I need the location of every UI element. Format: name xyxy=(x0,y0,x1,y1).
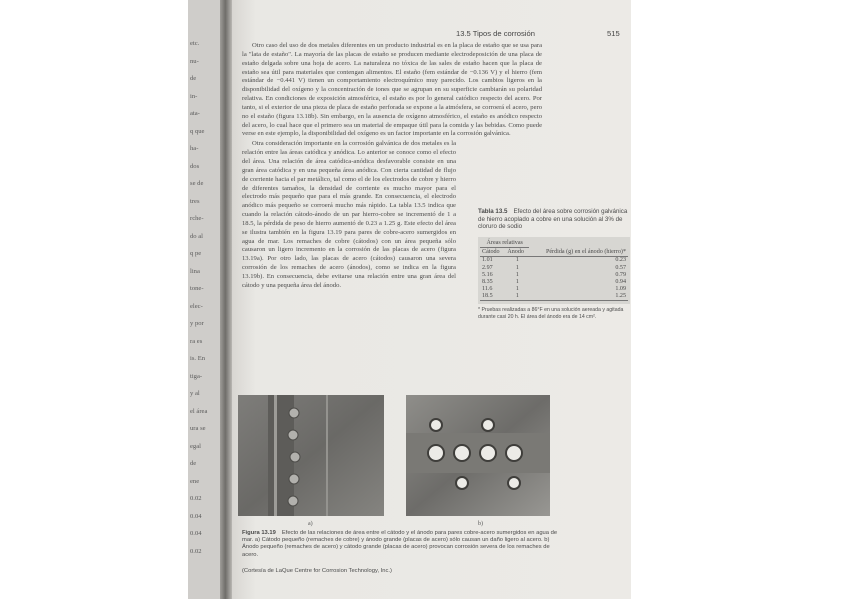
scanned-book-spread xyxy=(188,0,631,599)
left-page-text-fragment: etc. xyxy=(190,40,200,47)
table-cell: 1.01 xyxy=(482,257,493,264)
left-page-text-fragment: de xyxy=(190,460,197,467)
left-page-edge xyxy=(188,0,222,599)
left-page-text-fragment: in- xyxy=(190,92,198,100)
left-page-text-fragment: 0.04 xyxy=(190,530,202,537)
left-page-text-fragment: tone- xyxy=(190,285,204,292)
figure-caption xyxy=(242,530,562,559)
table-cell: 1 xyxy=(515,264,519,271)
left-page-text-fragment: ha- xyxy=(190,145,199,152)
left-page-text-fragment: y al xyxy=(190,390,200,397)
table-row xyxy=(480,293,628,301)
table-col-header: Cátodo xyxy=(480,247,505,256)
left-page-text-fragment: ra es xyxy=(190,337,203,345)
table-cell: 0.23 xyxy=(615,257,626,264)
table-row xyxy=(480,278,628,285)
figure-photo-b xyxy=(406,395,550,516)
table-group-header: Áreas relativas xyxy=(480,239,529,248)
left-page-text-fragment: ene xyxy=(190,477,200,485)
figure-label: Figura 13.19 xyxy=(242,530,276,536)
table-cell: 2.97 xyxy=(482,264,493,271)
table-body xyxy=(478,237,630,304)
left-page-text-fragment: rche- xyxy=(190,215,204,222)
figure-caption-text: Efecto de las relaciones de área entre el cátodo y el ánodo para pares cobre-acero sumergidos en agua de mar. a) Cátodo pequeño (remaches de cobre) y ánodo grande (placas de acero) sólo causan un daño ligero al acero. b) Ánodo pequeño (remaches de acero) y cátodo grande (placas de acero) provocan corrosión severa de los remaches de acero. xyxy=(242,530,558,558)
table-caption xyxy=(478,208,630,231)
figure-sublabel-a: a) xyxy=(308,521,313,527)
page-number: 515 xyxy=(607,29,620,38)
figure-credit: (Cortesía de LaQue Centre for Corrosion Technology, Inc.) xyxy=(242,568,392,574)
table-cell: 1 xyxy=(505,293,529,301)
table-cell: 0.57 xyxy=(615,264,626,271)
left-page-text-fragment: is. En xyxy=(190,355,206,362)
table-cell: 1 xyxy=(515,278,519,285)
table-cell: 0.94 xyxy=(615,278,626,285)
left-page-text-fragment: do al xyxy=(190,232,204,240)
left-page-text-fragment: se de xyxy=(190,180,204,187)
left-page-text-fragment: dos xyxy=(190,162,200,170)
table-cell: 0.79 xyxy=(615,271,626,278)
table-label: Tabla 13.5 xyxy=(478,208,508,215)
table-cell: 1 xyxy=(515,271,519,278)
table-footnote: * Pruebas realizadas a 86°F en una solución aereada y agitada durante casi 20 h. El área del ánodo era de 14 cm². xyxy=(478,306,624,320)
left-page-text-fragment: lina xyxy=(190,267,200,275)
left-page-text-fragment: 0.02 xyxy=(190,495,202,502)
running-header-section: 13.5 Tipos de corrosión xyxy=(456,29,535,38)
right-page xyxy=(232,0,631,599)
book-gutter xyxy=(220,0,232,599)
table-cell: 18.5 xyxy=(480,293,505,301)
table-cell: 1.25 xyxy=(529,293,628,301)
left-page-text-fragment: y por xyxy=(190,320,204,327)
table-row xyxy=(480,256,628,264)
left-page-text-fragment: tres xyxy=(190,197,200,205)
left-page-text-fragment: ata- xyxy=(190,110,200,117)
left-page-text-fragment: q pe xyxy=(190,250,202,257)
paragraph-area-effect: Otra consideración importante en la corrosión galvánica de dos metales es la relación entre las áreas catódica y anódica. Lo anterior se conoce como el efecto del área. Una relación de área catódica-anódica desfavorable consiste en una gran área catódica y en una pequeña área anódica. Con cierta cantidad de flujo de corriente hacia el par metálico, tal como el de los electrodos de cobre y hierro de diferentes tamaños, la densidad de corriente es mucho mayor para el electrodo más pequeño que para el más grande. En consecuencia, el electrodo anódico más pequeño se corroerá mucho más rápido. La tabla 13.5 indica que cuando la relación cátodo-ánodo de un par hierro-cobre se incrementó de 1 a 18.5, la pérdida de peso de hierro aumentó de 0.23 a 1.25 g. Este efecto del área se ilustra también en la figura 13.19 para pares de cobre-acero sumergidos en agua de mar. Los remaches de cobre (cátodos) con un área pequeña sólo causaron un ligero incremento en la corrosión de las placas de acero (figura 13.19a). Por otro lado, las placas de acero (cátodos) causaron una severa corrosión de los remaches de acero (ánodos), como se indica en la figura 13.19b). En consecuencia, debe evitarse una relación entre una gran área del cátodo y una pequeña área del ánodo. xyxy=(242,140,456,289)
paragraph-galvanic-tin: Otro caso del uso de dos metales diferentes en un producto industrial es en la placa de estaño que se usa para la "lata de estaño". La mayoría de las placas de estaño se producen mediante electrodeposición de una placa de estaño delgada sobre una hoja de acero. La naturaleza no tóxica de las sales de estaño hacen que la placa de estaño sea útil para materiales que contengan alimentos. El estaño (fem estándar de −0.136 V) y el hierro (fem estándar de −0.441 V) tienen un comportamiento electroquímico muy parecido. Los cambios ligeros en la disponibilidad del oxígeno y la concentración de iones que se agrupan en su superficie cambiarán su polaridad relativa. En condiciones de exposición atmosférica, el estaño es por lo general catódico respecto del acero. Por tanto, si el exterior de una pieza de placa de estaño perforada se expone a la atmósfera, se corroerá el acero, pero no el estaño (figura 13.18b). Sin embargo, en la ausencia de oxígeno atmosférico, el estaño es anódico respecto del acero, lo cual hace que el primero sea un material de empaque útil para la comida y las bebidas. Como puede verse en este ejemplo, la disponibilidad del oxígeno es un factor importante en la corrosión galvánica. xyxy=(242,42,542,138)
table-row xyxy=(480,271,628,278)
table-cell: 5.16 xyxy=(482,271,493,278)
table-cell: 1.09 xyxy=(615,286,626,293)
left-page-text-fragment: de xyxy=(190,75,197,82)
left-page-text-fragment: 0.04 xyxy=(190,512,202,520)
table-col-header: Pérdida (g) en el ánodo (hierro)* xyxy=(529,247,628,256)
left-page-text-fragment: el área xyxy=(190,407,208,415)
table-row xyxy=(480,264,628,271)
figure-photo-a xyxy=(238,395,384,516)
left-page-text-fragment: ura se xyxy=(190,425,206,432)
left-page-text-fragment: egal xyxy=(190,442,201,450)
left-page-text-fragment: tiga- xyxy=(190,372,203,380)
table-row xyxy=(480,286,628,293)
left-page-text-fragment: 0.02 xyxy=(190,547,202,555)
figure-sublabel-b: b) xyxy=(478,521,483,527)
left-page-text-fragment: nu- xyxy=(190,57,199,65)
table-cell: 1 xyxy=(515,286,519,293)
table-13-5 xyxy=(478,208,630,320)
table-cell: 8.35 xyxy=(482,278,493,285)
table-caption-text: Efecto del área sobre corrosión galvánica de hierro acoplado a cobre en una solución al 3% de cloruro de sodio xyxy=(478,208,628,231)
left-page-text-fragment: q que xyxy=(190,127,205,135)
left-page-text-fragment: elec- xyxy=(190,302,203,310)
table-col-header: Ánodo xyxy=(505,247,529,256)
table-cell: 11.6 xyxy=(482,286,493,293)
table-cell: 1 xyxy=(515,257,519,264)
